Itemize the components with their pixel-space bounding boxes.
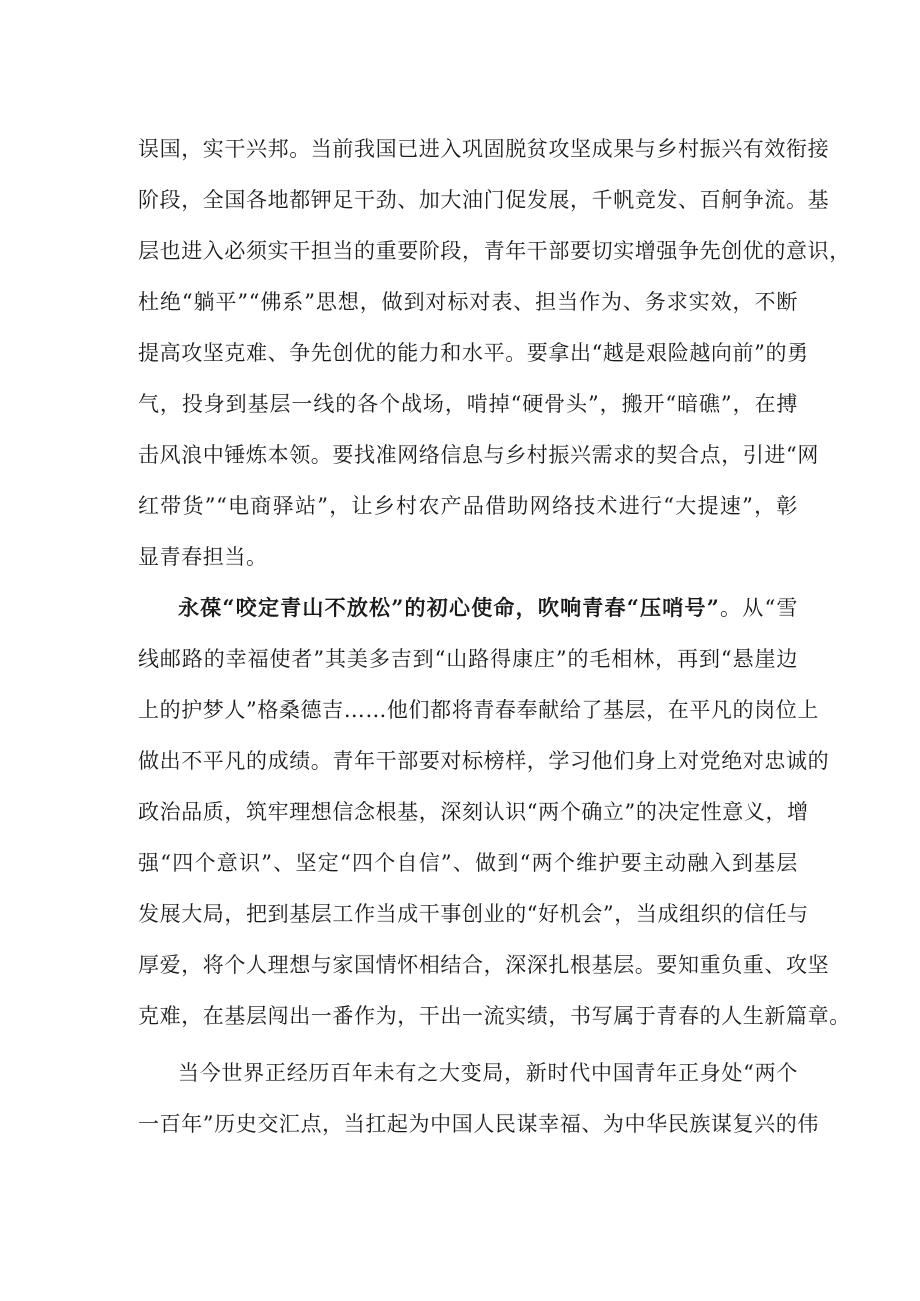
paragraph-3-line-2: 一百年”历史交汇点，当扛起为中国人民谋幸福、为中华民族谋复兴的伟: [138, 1112, 819, 1136]
paragraph-1-line-4: 杜绝“躺平”“佛系”思想，做到对标对表、担当作为、务求实效，不断: [138, 290, 798, 314]
paragraph-1-line-1: 误国，实干兴邦。当前我国已进入巩固脱贫攻坚成果与乡村振兴有效衔接: [138, 137, 830, 161]
paragraph-2-line-3: 上的护梦人”格桑德吉……他们都将青春奉献给了基层，在平凡的岗位上: [138, 698, 819, 722]
paragraph-1-line-8: 红带货”“电商驿站”，让乡村农产品借助网络技术进行“大提速”，彰: [138, 494, 798, 518]
paragraph-1-line-2: 阶段，全国各地都钾足干劲、加大油门促发展，千帆竞发、百舸争流。基: [138, 188, 830, 212]
paragraph-1-line-5: 提高攻坚克难、争先创优的能力和水平。要拿出“越是艰险越向前”的勇: [138, 341, 809, 365]
paragraph-2-line-1: [178, 593, 798, 623]
paragraph-3-line-1: 当今世界正经历百年未有之大变局，新时代中国青年正身处“两个: [178, 1061, 798, 1085]
paragraph-2-heading: 永葆“咬定青山不放松”的初心使命，吹响青春“压哨号”: [178, 595, 720, 620]
paragraph-2-line-2: 线邮路的幸福使者”其美多吉到“山路得康庄”的毛相林，再到“悬崖边: [138, 647, 798, 671]
paragraph-1-line-6: 气，投身到基层一线的各个战场，啃掉“硬骨头”，搬开“暗礁”，在搏: [138, 392, 798, 416]
paragraph-1-line-7: 击风浪中锤炼本领。要找准网络信息与乡村振兴需求的契合点，引进“网: [138, 443, 819, 467]
paragraph-2-line-6: 强“四个意识”、坚定“四个自信”、做到“两个维护要主动融入到基层: [138, 851, 798, 875]
paragraph-2-line-4: 做出不平凡的成绩。青年干部要对标榜样，学习他们身上对党绝对忠诚的: [138, 749, 830, 773]
paragraph-2-line-9: 克难，在基层闯出一番作为，干出一流实绩，书写属于青春的人生新篇章。: [138, 1004, 851, 1028]
paragraph-2-heading-tail: 。从“雪: [719, 596, 799, 620]
paragraph-1-line-3: 层也进入必须实干担当的重要阶段，青年干部要切实增强争先创优的意识，: [138, 239, 851, 263]
paragraph-2-line-8: 厚爱，将个人理想与家国情怀相结合，深深扎根基层。要知重负重、攻坚: [138, 953, 830, 977]
paragraph-2-line-5: 政治品质，筑牢理想信念根基，深刻认识“两个确立”的决定性意义，增: [138, 800, 809, 824]
paragraph-2-line-7: 发展大局，把到基层工作当成干事创业的“好机会”，当成组织的信任与: [138, 902, 809, 926]
paragraph-1-line-9: 显青春担当。: [138, 545, 268, 569]
